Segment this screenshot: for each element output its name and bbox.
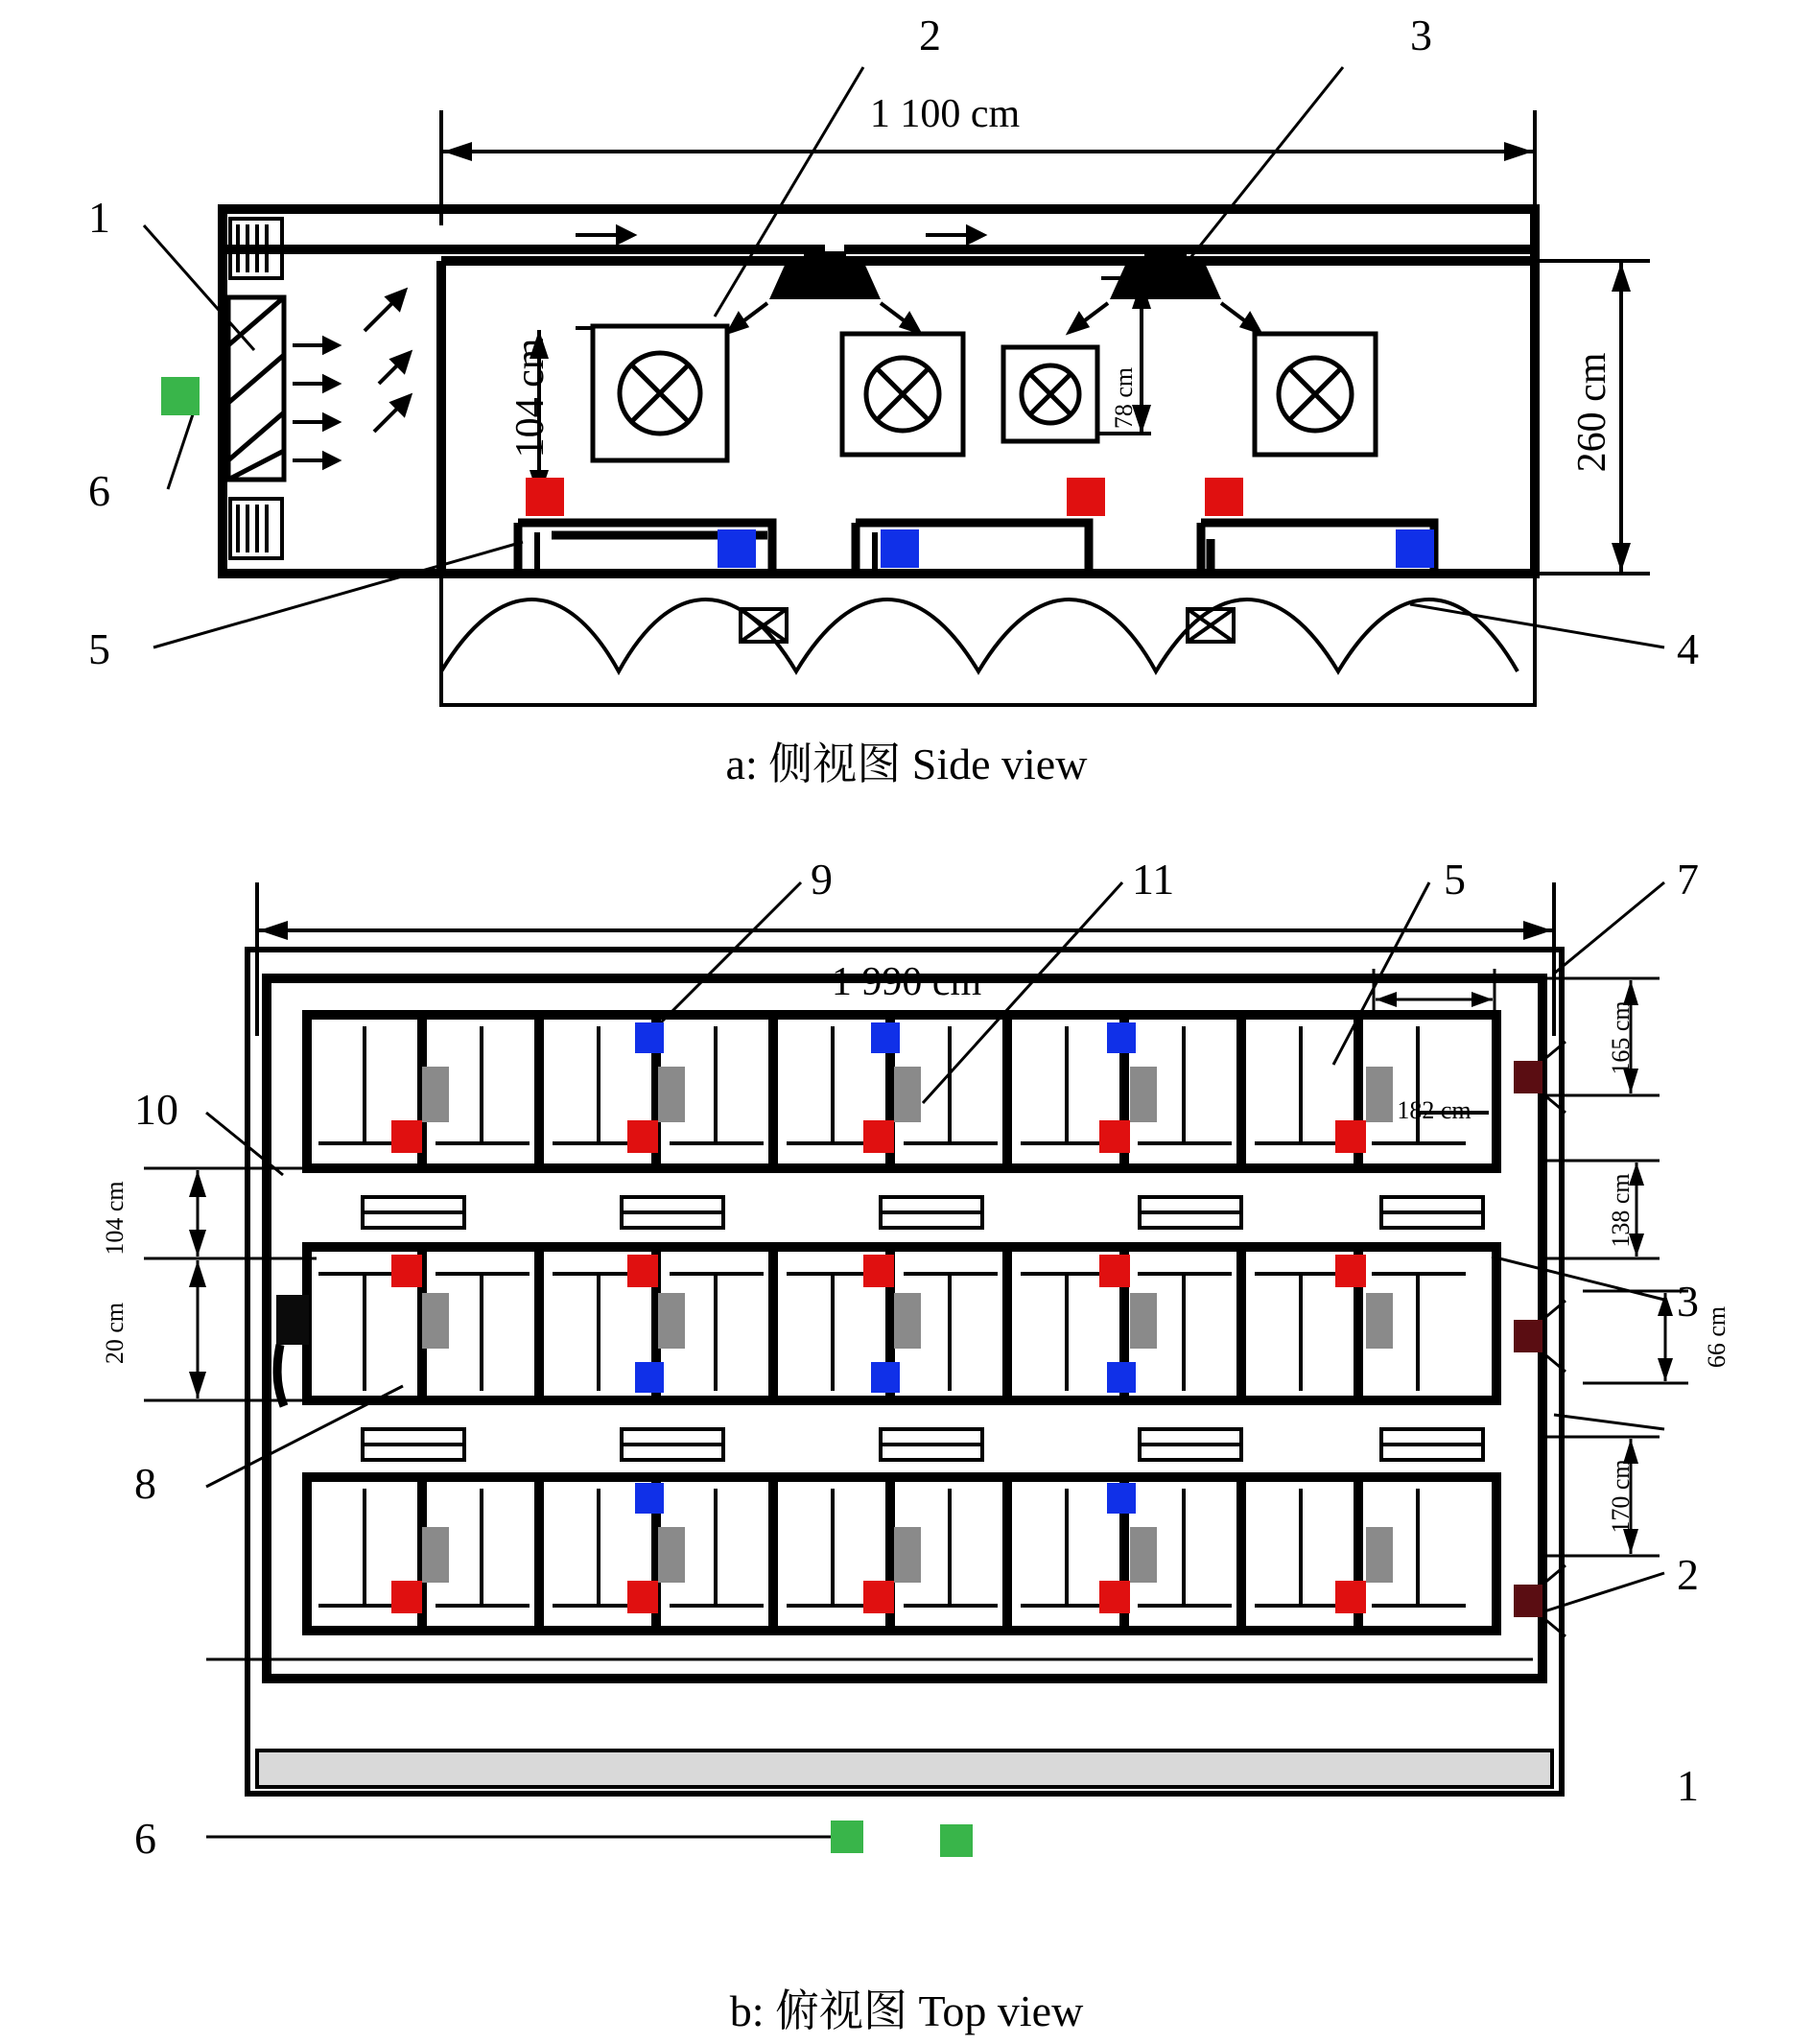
- side-callout-1: 1: [88, 193, 110, 242]
- top-dim-170: 170 cm: [1607, 1459, 1635, 1534]
- top-dim-length: 1 990 cm: [831, 960, 982, 1004]
- top-view-drawing: [0, 844, 1813, 2043]
- side-dim-height: 260 cm: [1570, 352, 1614, 473]
- top-callout-3: 3: [1677, 1277, 1699, 1326]
- side-callout-4: 4: [1677, 624, 1699, 673]
- top-callout-6: 6: [134, 1814, 156, 1863]
- top-view-caption: b: 俯视图 Top view: [729, 1986, 1084, 2035]
- side-callout-5: 5: [88, 624, 110, 673]
- top-dim-pen-width: 182 cm: [1397, 1096, 1472, 1124]
- top-dim-104: 104 cm: [101, 1181, 129, 1256]
- top-callout-11: 11: [1132, 855, 1175, 904]
- top-dim-165: 165 cm: [1607, 1000, 1635, 1075]
- top-dim-138: 138 cm: [1607, 1173, 1635, 1248]
- top-callout-9: 9: [811, 855, 833, 904]
- top-callout-8: 8: [134, 1459, 156, 1508]
- top-dim-20: 20 cm: [101, 1302, 129, 1365]
- side-dim-inner-height: 78 cm: [1110, 366, 1138, 430]
- top-callout-2: 2: [1677, 1550, 1699, 1599]
- top-callout-5: 5: [1444, 855, 1466, 904]
- side-dim-fan-height: 104 cm: [508, 338, 553, 458]
- side-dim-length: 1 100 cm: [869, 92, 1021, 136]
- top-callout-1: 1: [1677, 1761, 1699, 1810]
- top-callout-10: 10: [134, 1085, 178, 1134]
- side-view-caption: a: 侧视图 Side view: [725, 740, 1088, 788]
- top-dim-66: 66 cm: [1703, 1305, 1731, 1369]
- side-callout-3: 3: [1410, 11, 1432, 59]
- side-callout-2: 2: [919, 11, 941, 59]
- top-callout-7: 7: [1677, 855, 1699, 904]
- side-callout-6: 6: [88, 466, 110, 515]
